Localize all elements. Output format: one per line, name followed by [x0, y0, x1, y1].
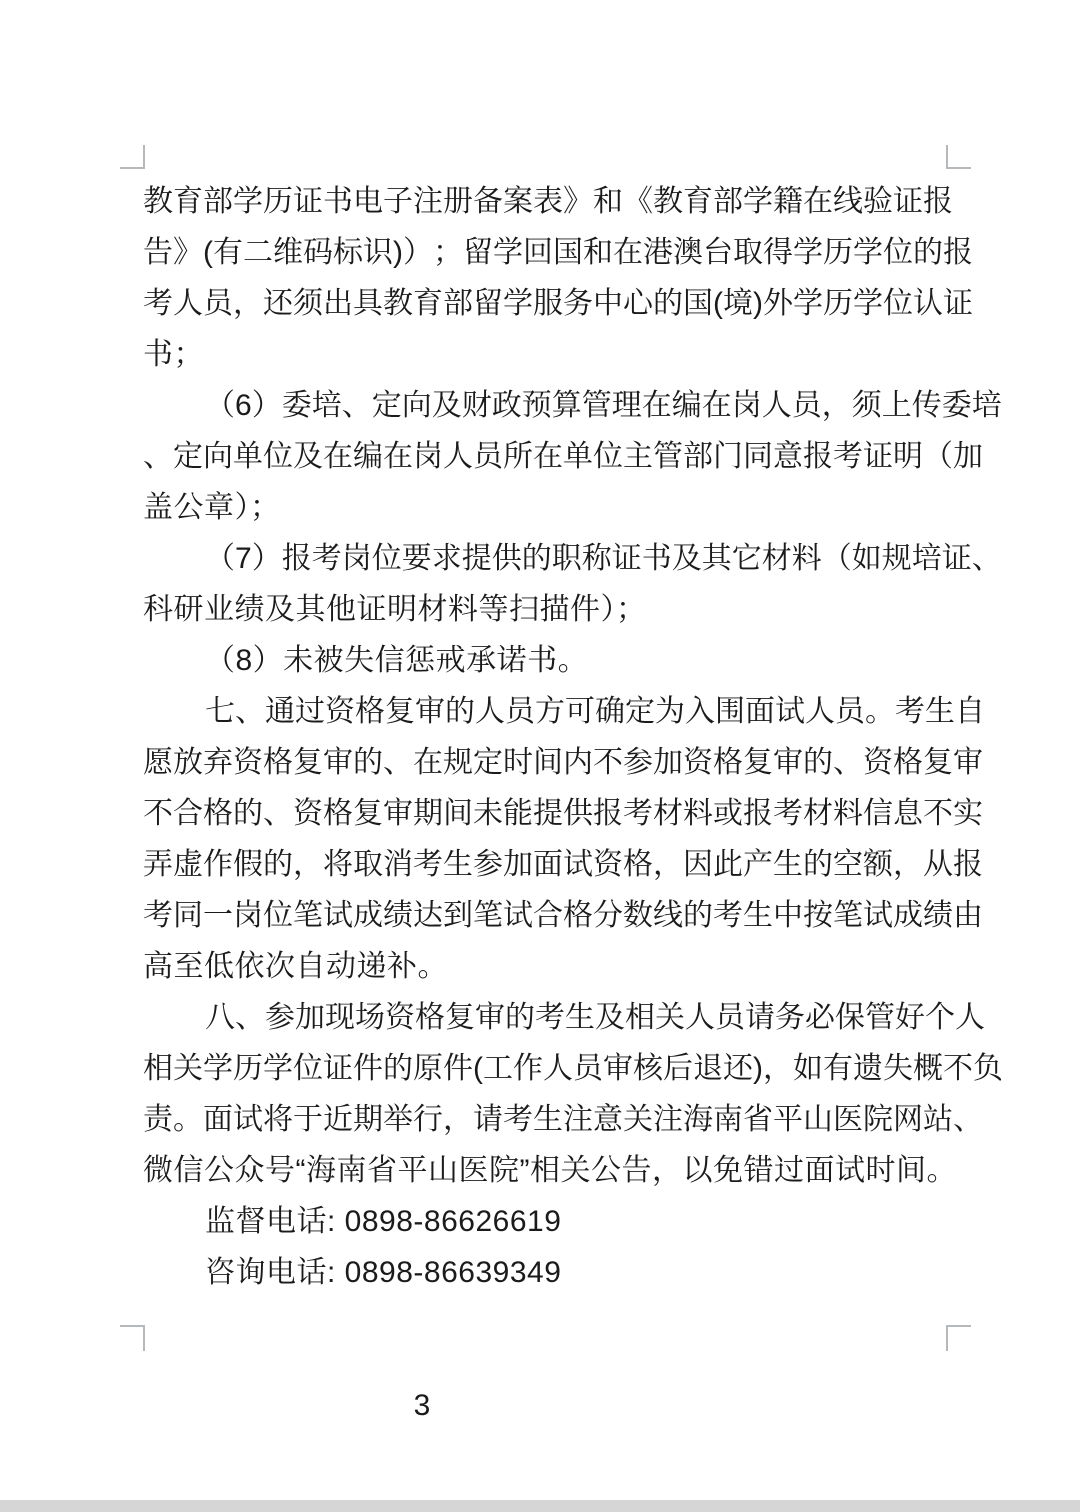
text-line: 不 合 格 的 、 资 格 复 审 期 间 未 能 提 供 报 考 材 料 或 报 考 材 料 信 息 不 实 — [143, 797, 983, 830]
text-line: 相 关 学 历 学 位 证 件 的 原 件 ( 工 作 人 员 审 核 后 退 还 ) ， 如 有 遗 失 概 不 负 — [143, 1052, 1003, 1085]
text-line: 微信公众号“海南省平山医院”相关公告，以免错过面试时间。 — [143, 1154, 957, 1187]
text-line: 监督电话: 0898-86626619 — [205, 1205, 562, 1238]
text-line: 书； — [143, 338, 204, 371]
page-number: 3 — [413, 1389, 431, 1422]
crop-mark-top-left-icon — [120, 145, 145, 169]
text-line: 弄 虚 作 假 的 ， 将 取 消 考 生 参 加 面 试 资 格 ， 因 此 产 生 的 空 额 ， 从 报 — [143, 848, 983, 881]
text-line: 、 定 向 单 位 及 在 编 在 岗 人 员 所 在 单 位 主 管 部 门 同 意 报 考 证 明 （ 加 — [143, 440, 983, 473]
document-lines — [143, 176, 1003, 1298]
text-line: 七 、 通 过 资 格 复 审 的 人 员 方 可 确 定 为 入 围 面 试 人 员 。 考 生 自 — [205, 695, 985, 728]
text-line: （ 7 ） 报 考 岗 位 要 求 提 供 的 职 称 证 书 及 其 它 材 料 （ 如 规 培 证 、 — [205, 542, 1002, 575]
crop-mark-bottom-left-icon — [120, 1325, 145, 1351]
text-line: 考 同 一 岗 位 笔 试 成 绩 达 到 笔 试 合 格 分 数 线 的 考 生 中 按 笔 试 成 绩 由 — [143, 899, 983, 932]
text-line: 教 育 部 学 历 证 书 电 子 注 册 备 案 表 》 和 《 教 育 部 学 籍 在 线 验 证 报 — [143, 185, 953, 218]
text-line: （8）未被失信惩戒承诺书。 — [205, 644, 589, 677]
text-line: 八 、 参 加 现 场 资 格 复 审 的 考 生 及 相 关 人 员 请 务 必 保 管 好 个 人 — [205, 1001, 985, 1034]
text-line: 盖公章）； — [143, 491, 281, 524]
bottom-bar — [0, 1500, 1080, 1512]
text-line: 愿 放 弃 资 格 复 审 的 、 在 规 定 时 间 内 不 参 加 资 格 复 审 的 、 资 格 复 审 — [143, 746, 983, 779]
text-line: 责 。 面 试 将 于 近 期 举 行 ， 请 考 生 注 意 关 注 海 南 省 平 山 医 院 网 站 、 — [143, 1103, 983, 1136]
text-line: 告 》 ( 有 二 维 码 标 识 ) ） ； 留 学 回 国 和 在 港 澳 台 取 得 学 历 学 位 的 报 — [143, 236, 973, 269]
text-line: 考 人 员 ， 还 须 出 具 教 育 部 留 学 服 务 中 心 的 国 ( 境 ) 外 学 历 学 位 认 证 — [143, 287, 973, 320]
crop-mark-top-right-icon — [946, 145, 971, 169]
text-line: 科研业绩及其他证明材料等扫描件）； — [143, 593, 647, 626]
text-line: （ 6 ） 委 培 、 定 向 及 财 政 预 算 管 理 在 编 在 岗 人 员 ， 须 上 传 委 培 — [205, 389, 1002, 422]
crop-mark-bottom-right-icon — [946, 1325, 971, 1351]
text-line: 咨询电话: 0898-86639349 — [205, 1256, 562, 1289]
text-line: 高至低依次自动递补。 — [143, 950, 448, 983]
